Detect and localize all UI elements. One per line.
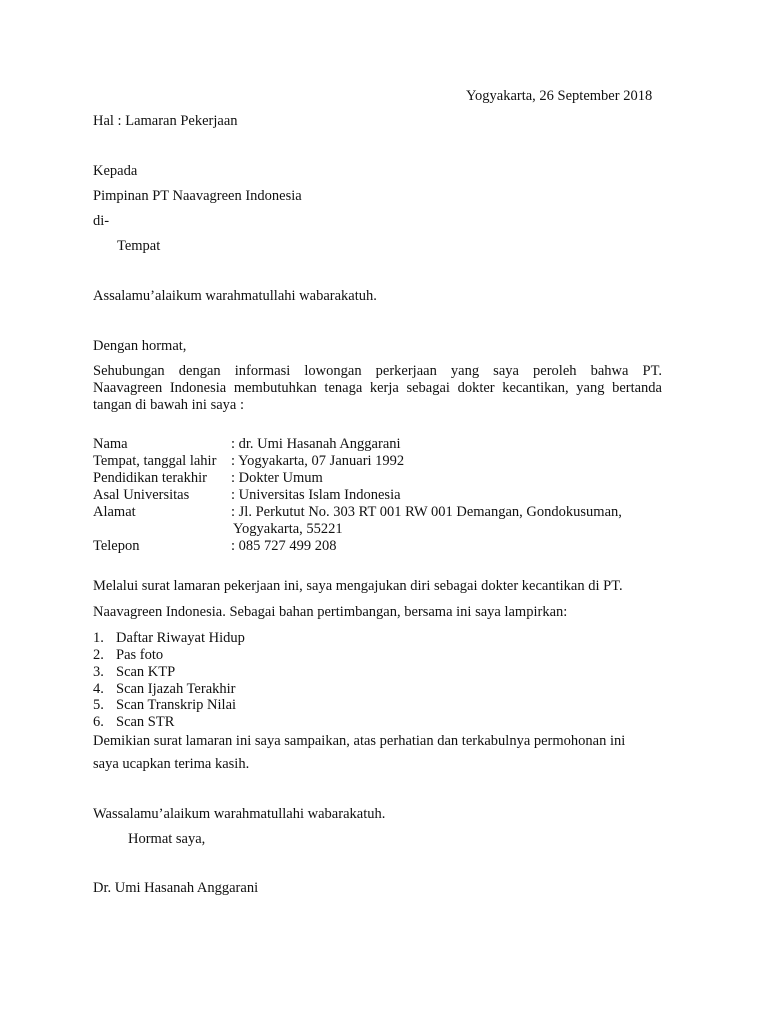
intro-line: Sehubungan dengan informasi lowongan perkerjaan yang saya peroleh bahwa PT. <box>93 363 662 379</box>
place-date: Yogyakarta, 26 September 2018 <box>466 88 653 104</box>
body-line: Melalui surat lamaran pekerjaan ini, saya mengajukan diri sebagai dokter kecantikan di PT. <box>93 578 623 594</box>
field-value-pendidikan: : Dokter Umum <box>231 470 323 486</box>
farewell: Wassalamu’alaikum warahmatullahi wabarakatuh. <box>93 806 386 822</box>
field-value-alamat-cont: Yogyakarta, 55221 <box>233 521 343 537</box>
list-item: Scan STR <box>116 714 175 730</box>
body-line: Naavagreen Indonesia. Sebagai bahan pertimbangan, bersama ini saya lampirkan: <box>93 604 568 620</box>
field-label-universitas: Asal Universitas <box>93 487 190 503</box>
field-label-telepon: Telepon <box>93 538 140 554</box>
recipient-at: di- <box>93 213 110 229</box>
opening: Dengan hormat, <box>93 338 187 354</box>
list-item-number: 2. <box>93 647 104 663</box>
intro-line: Naavagreen Indonesia membutuhkan tenaga kerja sebagai dokter kecantikan, yang bertanda <box>93 380 662 396</box>
list-item: Scan Transkrip Nilai <box>116 697 237 713</box>
list-item-number: 6. <box>93 714 104 730</box>
recipient-name: Pimpinan PT Naavagreen Indonesia <box>93 188 302 204</box>
regards: Hormat saya, <box>128 831 206 847</box>
list-item-number: 4. <box>93 681 104 697</box>
list-item: Daftar Riwayat Hidup <box>116 630 245 646</box>
closing-line: Demikian surat lamaran ini saya sampaikan, atas perhatian dan terkabulnya permohonan ini <box>93 733 626 749</box>
field-value-alamat: : Jl. Perkutut No. 303 RT 001 RW 001 Demangan, Gondokusuman, <box>231 504 622 520</box>
list-item-number: 1. <box>93 630 104 646</box>
closing-line: saya ucapkan terima kasih. <box>93 756 250 772</box>
list-item: Scan KTP <box>116 664 176 680</box>
list-item: Scan Ijazah Terakhir <box>116 681 236 697</box>
list-item: Pas foto <box>116 647 164 663</box>
recipient-to: Kepada <box>93 163 138 179</box>
field-label-alamat: Alamat <box>93 504 136 520</box>
field-label-ttl: Tempat, tanggal lahir <box>93 453 217 469</box>
greeting: Assalamu’alaikum warahmatullahi wabarakatuh. <box>93 288 377 304</box>
subject-line: Hal : Lamaran Pekerjaan <box>93 113 238 129</box>
field-label-nama: Nama <box>93 436 128 452</box>
signature-name: Dr. Umi Hasanah Anggarani <box>93 880 259 896</box>
field-value-universitas: : Universitas Islam Indonesia <box>231 487 401 503</box>
field-value-nama: : dr. Umi Hasanah Anggarani <box>231 436 401 452</box>
list-item-number: 5. <box>93 697 104 713</box>
field-value-ttl: : Yogyakarta, 07 Januari 1992 <box>231 453 405 469</box>
list-item-number: 3. <box>93 664 104 680</box>
field-label-pendidikan: Pendidikan terakhir <box>93 470 207 486</box>
recipient-place: Tempat <box>117 238 161 254</box>
field-value-telepon: : 085 727 499 208 <box>231 538 337 554</box>
intro-line: tangan di bawah ini saya : <box>93 397 244 413</box>
